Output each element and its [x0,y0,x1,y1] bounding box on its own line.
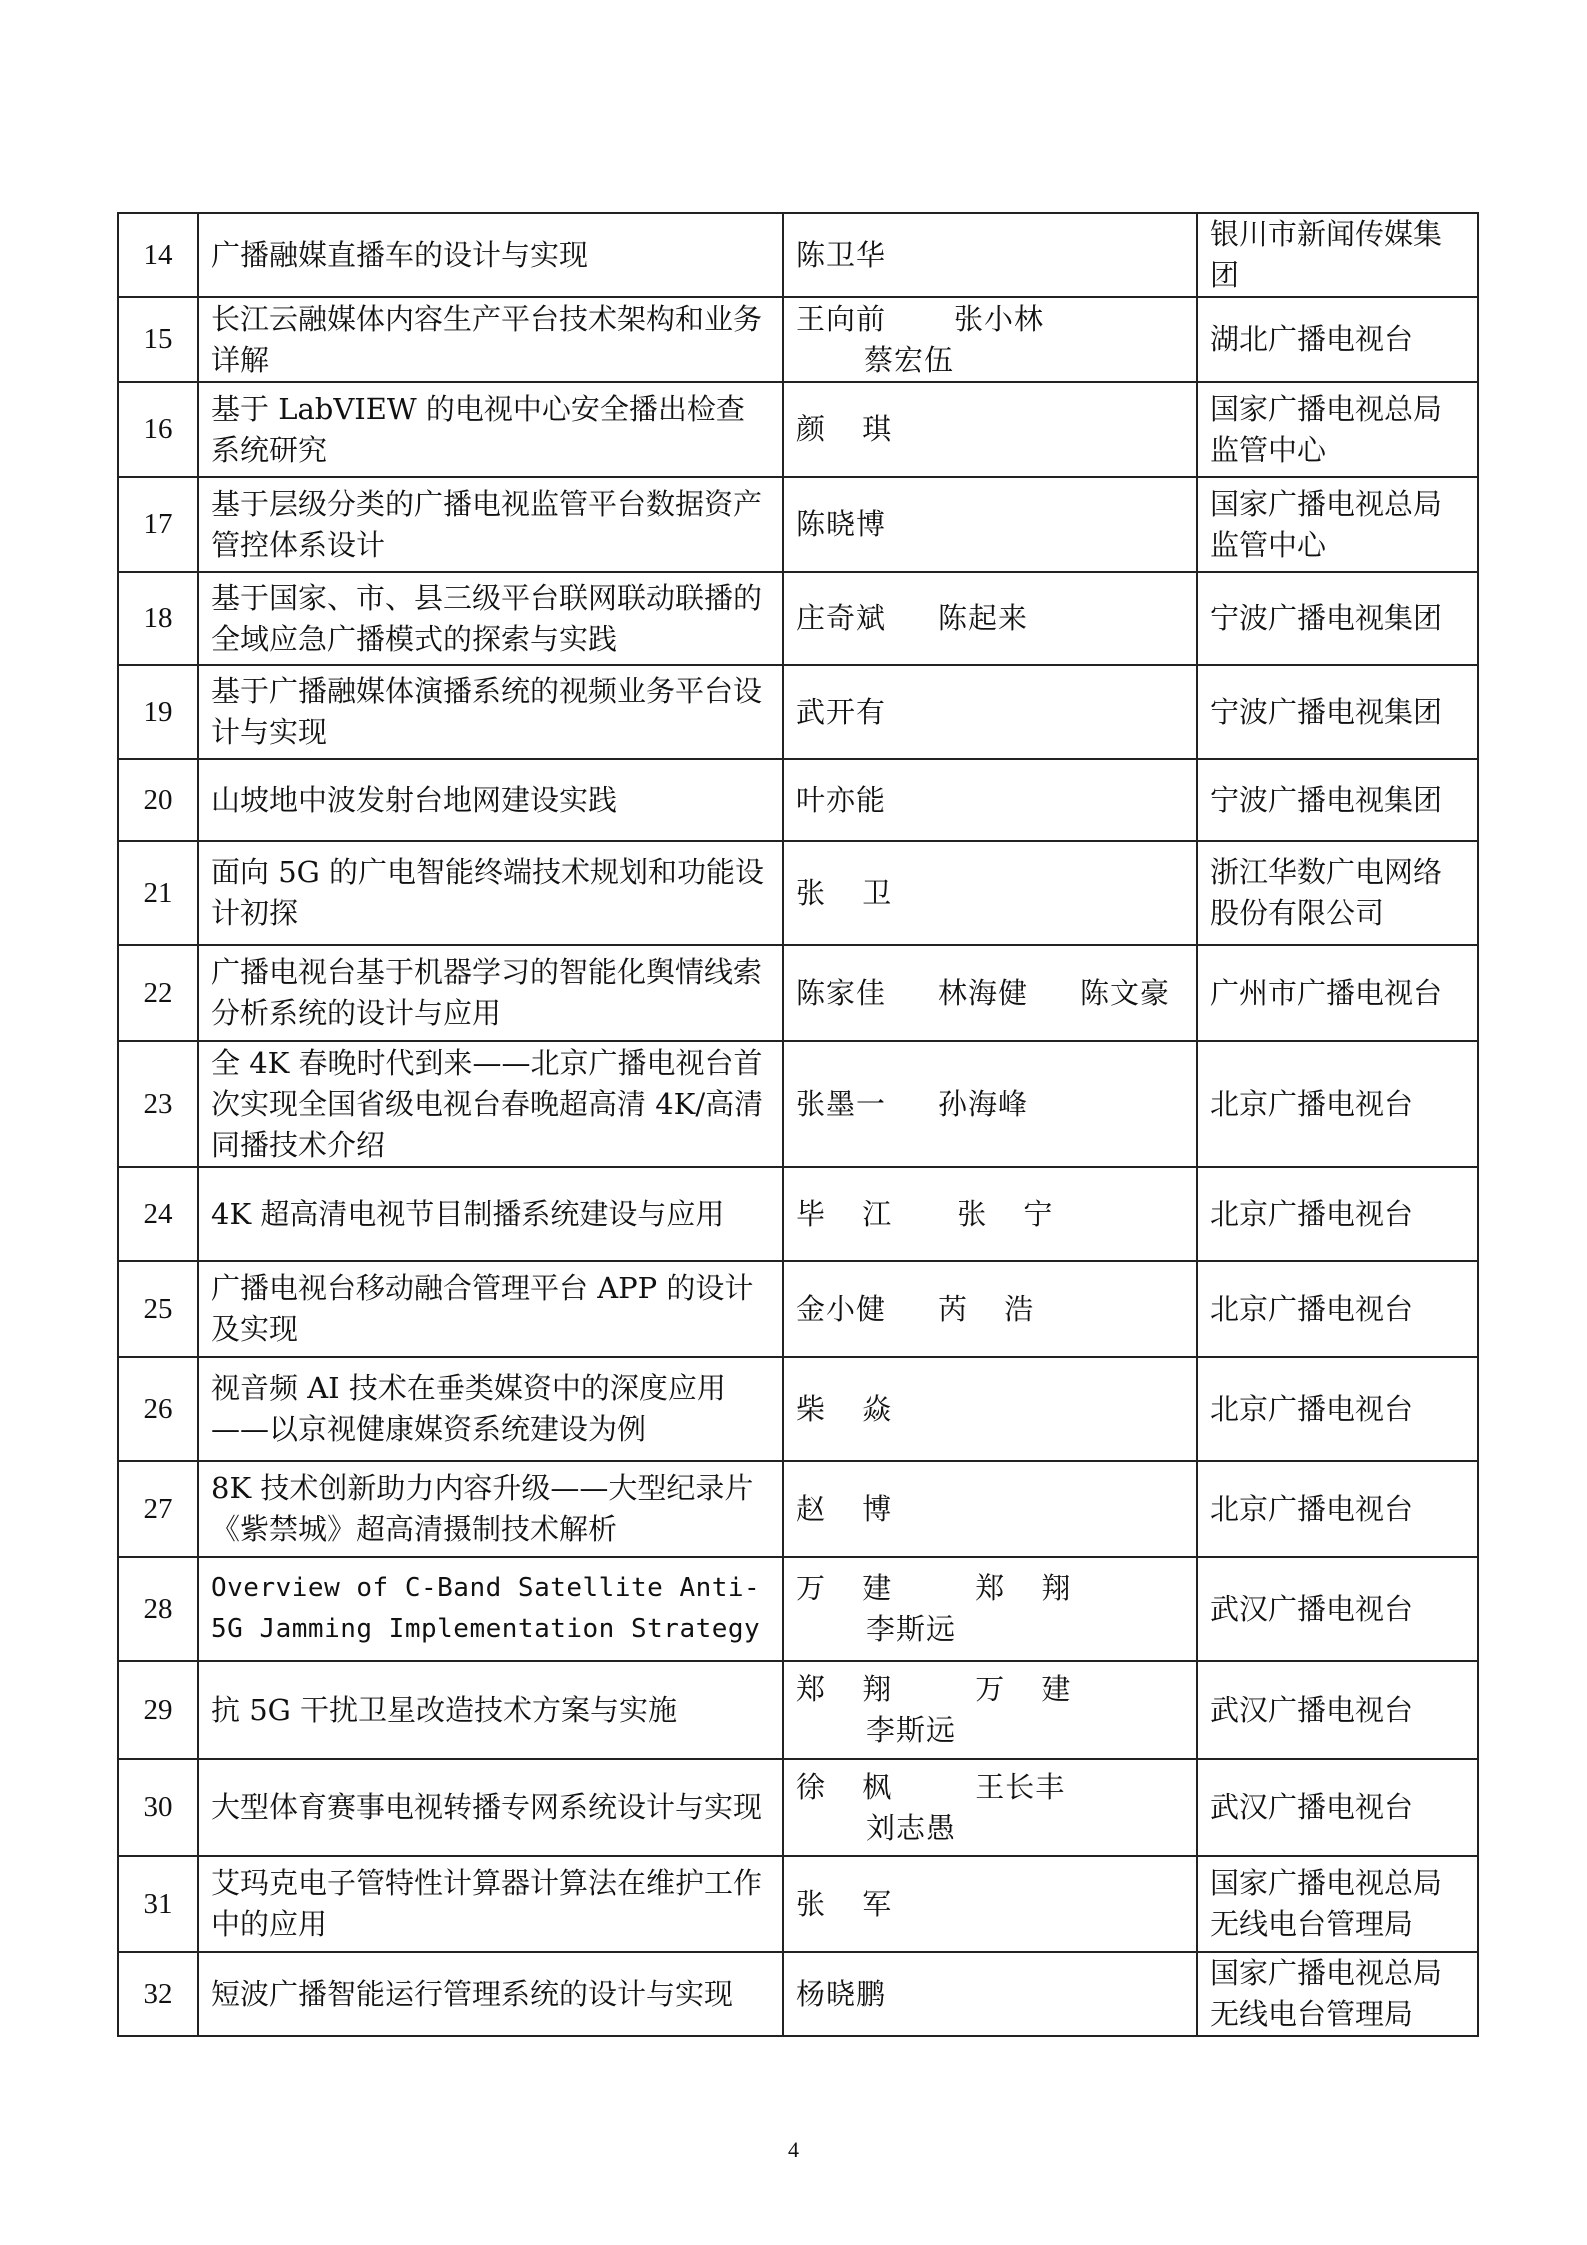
table-row [118,1952,1478,2036]
author-name: 李斯远 [866,1612,957,1646]
table-row [118,1041,1478,1167]
paper-title: 基于层级分类的广播电视监管平台数据资产管控体系设计 [198,477,783,572]
organization: 国家广播电视总局监管中心 [1197,382,1478,477]
organization: 国家广播电视总局监管中心 [1197,477,1478,572]
authors-cell [783,1461,1197,1557]
table-row [118,1261,1478,1357]
organization: 湖北广播电视台 [1197,297,1478,382]
author-name: 徐 枫 [796,1769,906,1804]
author-name: 孙海峰 [938,1086,1029,1121]
organization: 浙江华数广电网络股份有限公司 [1197,841,1478,945]
authors-cell [783,1759,1197,1856]
authors-cell [783,1856,1197,1952]
row-number: 22 [118,945,198,1041]
author-name: 陈家佳 [796,975,887,1010]
table-row [118,665,1478,759]
author-name: 陈起来 [938,601,1029,635]
paper-title: 艾玛克电子管特性计算器计算法在维护工作中的应用 [198,1856,783,1952]
row-number: 28 [118,1557,198,1661]
row-number: 29 [118,1661,198,1759]
row-number: 15 [118,297,198,382]
author-name: 庄奇斌 [796,601,887,635]
organization: 北京广播电视台 [1197,1167,1478,1261]
author-name: 刘志愚 [866,1810,957,1845]
author-name: 万 建 [796,1571,906,1605]
author-name: 张 宁 [957,1196,1067,1231]
organization: 宁波广播电视集团 [1197,759,1478,841]
paper-title: 长江云融媒体内容生产平台技术架构和业务详解 [198,297,783,382]
organization: 武汉广播电视台 [1197,1661,1478,1759]
authors-cell [783,1041,1197,1167]
author-name: 王长丰 [975,1769,1066,1804]
author-name: 武开有 [796,694,887,729]
paper-title: 全 4K 春晚时代到来——北京广播电视台首次实现全国省级电视台春晚超高清 4K/高清同播技术介绍 [198,1041,783,1167]
paper-title: 8K 技术创新助力内容升级——大型纪录片《紫禁城》超高清摄制技术解析 [198,1461,783,1557]
author-name: 颜 琪 [796,412,906,446]
paper-title: 广播电视台基于机器学习的智能化舆情线索分析系统的设计与应用 [198,945,783,1041]
table-row [118,477,1478,572]
row-number: 30 [118,1759,198,1856]
row-number: 32 [118,1952,198,2036]
table-row [118,1759,1478,1856]
table-row [118,1167,1478,1261]
author-name: 陈卫华 [796,237,887,272]
author-name: 毕 江 [796,1196,906,1231]
organization: 武汉广播电视台 [1197,1557,1478,1661]
row-number: 25 [118,1261,198,1357]
organization: 北京广播电视台 [1197,1041,1478,1167]
row-number: 16 [118,382,198,477]
authors-cell [783,213,1197,297]
organization: 北京广播电视台 [1197,1461,1478,1557]
organization: 宁波广播电视集团 [1197,572,1478,665]
organization: 国家广播电视总局无线电台管理局 [1197,1856,1478,1952]
row-number: 17 [118,477,198,572]
authors-cell [783,945,1197,1041]
author-name: 郑 翔 [975,1571,1085,1605]
authors-cell [783,382,1197,477]
authors-cell [783,665,1197,759]
organization: 北京广播电视台 [1197,1357,1478,1461]
table-row [118,572,1478,665]
author-name: 张 军 [796,1886,906,1921]
author-name: 林海健 [938,975,1029,1010]
author-name: 陈晓博 [796,507,887,541]
table-body [118,213,1478,2036]
page-number: 4 [788,2137,799,2162]
authors-cell [783,759,1197,841]
author-name: 万 建 [975,1672,1085,1706]
paper-title: 基于国家、市、县三级平台联网联动联播的全域应急广播模式的探索与实践 [198,572,783,665]
organization: 北京广播电视台 [1197,1261,1478,1357]
table-row [118,1461,1478,1557]
paper-title: 4K 超高清电视节目制播系统建设与应用 [198,1167,783,1261]
paper-title: 基于广播融媒体演播系统的视频业务平台设计与实现 [198,665,783,759]
author-name: 张小林 [954,301,1045,336]
row-number: 18 [118,572,198,665]
author-name: 李斯远 [866,1713,957,1747]
awards-table [117,212,1479,2037]
paper-title: 抗 5G 干扰卫星改造技术方案与实施 [198,1661,783,1759]
author-name: 柴 焱 [796,1391,906,1426]
author-name: 郑 翔 [796,1672,906,1706]
table-row [118,945,1478,1041]
paper-title: Overview of C-Band Satellite Anti-5G Jamming Implementation Strategy [198,1557,783,1661]
paper-title: 面向 5G 的广电智能终端技术规划和功能设计初探 [198,841,783,945]
table-row [118,841,1478,945]
table-row [118,759,1478,841]
paper-title: 视音频 AI 技术在垂类媒资中的深度应用——以京视健康媒资系统建设为例 [198,1357,783,1461]
table-row [118,1856,1478,1952]
author-name: 陈文豪 [1080,975,1171,1010]
organization: 广州市广播电视台 [1197,945,1478,1041]
row-number: 20 [118,759,198,841]
paper-title: 山坡地中波发射台地网建设实践 [198,759,783,841]
table-row [118,297,1478,382]
authors-cell [783,841,1197,945]
row-number: 27 [118,1461,198,1557]
row-number: 19 [118,665,198,759]
organization: 武汉广播电视台 [1197,1759,1478,1856]
table-row [118,213,1478,297]
table-row [118,1661,1478,1759]
paper-title: 基于 LabVIEW 的电视中心安全播出检查系统研究 [198,382,783,477]
author-name: 张墨一 [796,1086,887,1121]
paper-title: 广播电视台移动融合管理平台 APP 的设计及实现 [198,1261,783,1357]
row-number: 26 [118,1357,198,1461]
author-name: 赵 博 [796,1491,906,1526]
author-name: 张 卫 [796,875,906,910]
row-number: 31 [118,1856,198,1952]
authors-cell [783,477,1197,572]
author-name: 蔡宏伍 [864,342,955,377]
organization: 宁波广播电视集团 [1197,665,1478,759]
authors-cell [783,1952,1197,2036]
paper-title: 短波广播智能运行管理系统的设计与实现 [198,1952,783,2036]
authors-cell [783,1261,1197,1357]
paper-title: 大型体育赛事电视转播专网系统设计与实现 [198,1759,783,1856]
organization: 国家广播电视总局无线电台管理局 [1197,1952,1478,2036]
paper-title: 广播融媒直播车的设计与实现 [198,213,783,297]
table-row [118,382,1478,477]
authors-cell [783,572,1197,665]
author-name: 杨晓鹏 [796,1976,887,2011]
authors-cell [783,1357,1197,1461]
row-number: 24 [118,1167,198,1261]
author-name: 王向前 [796,301,887,336]
table-row [118,1557,1478,1661]
table-row [118,1357,1478,1461]
row-number: 21 [118,841,198,945]
author-name: 芮 浩 [938,1291,1048,1326]
row-number: 14 [118,213,198,297]
organization: 银川市新闻传媒集团 [1197,213,1478,297]
row-number: 23 [118,1041,198,1167]
authors-cell [783,1557,1197,1661]
authors-cell [783,1661,1197,1759]
author-name: 金小健 [796,1291,887,1326]
author-name: 叶亦能 [796,782,887,817]
authors-cell [783,297,1197,382]
authors-cell [783,1167,1197,1261]
